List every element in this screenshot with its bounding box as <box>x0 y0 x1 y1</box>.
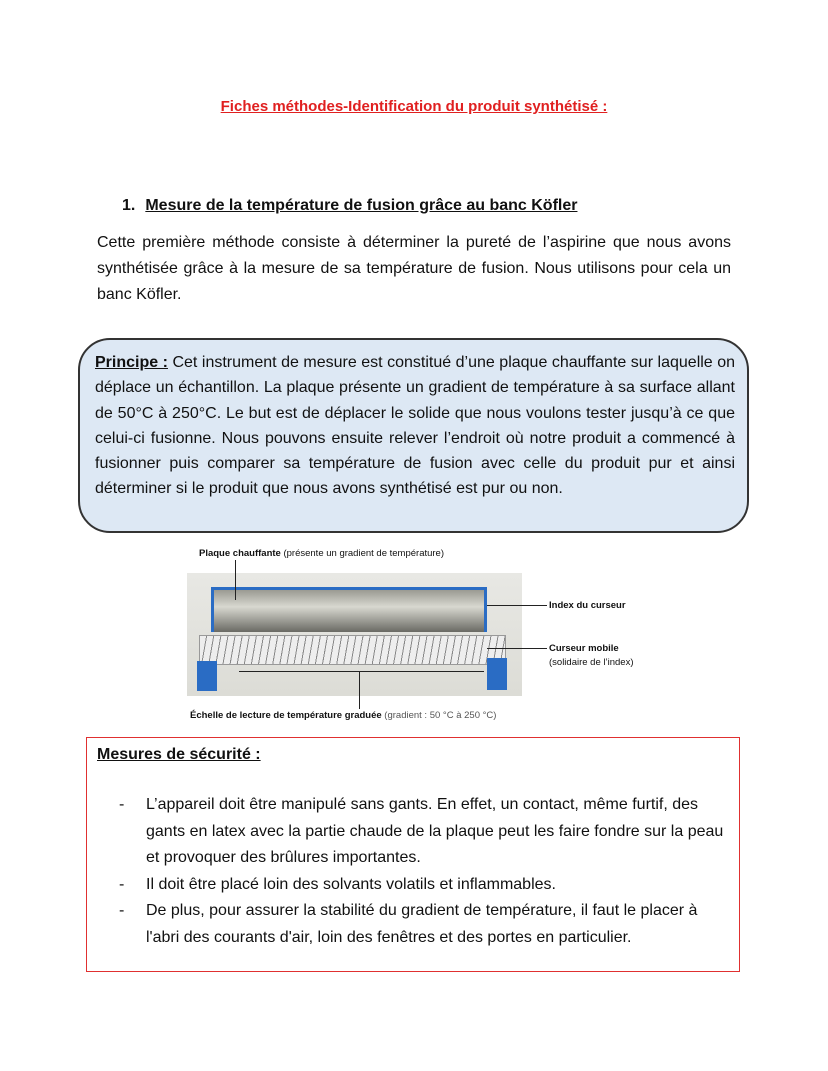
label-plaque: Plaque chauffante (présente un gradient de température) <box>199 548 445 559</box>
kofler-bench-figure <box>187 545 667 725</box>
label-echelle: Échelle de lecture de température graduée (gradient : 50 °C à 250 °C) <box>190 710 497 721</box>
principe-text: Cet instrument de mesure est constitué d’une plaque chauffante sur laquelle on déplace un échantillon. La plaque présente un gradient de température à sa surface allant de 50°C à 250°C. Le but est de déplacer le solide que nous voulons tester jusqu’à ce que celui-ci fusionne. Nous pouvons ensuite relever l’endroit où notre produit a commencé à fusionner puis comparer sa température de fusion avec celle du produit pur et ainsi déterminer si le produit que nous avons synthétisé est pur ou non. <box>95 354 735 498</box>
label-index: Index du curseur <box>549 600 626 611</box>
list-item: - L’appareil doit être manipulé sans gants. En effet, un contact, même furtif, des gants en latex avec la partie chaude de la plaque peut les faire fondre sur la peau et provoquer des brûlures importantes. <box>119 796 724 866</box>
safety-title: Mesures de sécurité : <box>97 746 261 763</box>
list-item: - De plus, pour assurer la stabilité du gradient de température, il faut le placer à l'abri des courants d'air, loin des fenêtres et des portes en particulier. <box>119 902 698 946</box>
page-title: Fiches méthodes-Identification du produit synthétisé : <box>220 98 608 115</box>
section-heading <box>122 197 577 215</box>
principe-box <box>78 338 749 533</box>
section-number: 1. <box>122 197 136 214</box>
safety-list <box>119 792 731 951</box>
intro-paragraph: Cette première méthode consiste à déterminer la pureté de l’aspirine que nous avons synthétisée grâce à la mesure de sa température de fusion. Nous utilisons pour cela un banc Köfler. <box>97 234 731 303</box>
list-item: - Il doit être placé loin des solvants volatils et inflammables. <box>119 875 556 893</box>
label-curseur-sub: (solidaire de l’index) <box>549 657 634 668</box>
safety-box <box>86 737 740 972</box>
kofler-bench-photo <box>187 573 522 696</box>
label-curseur: Curseur mobile <box>549 643 619 654</box>
section-title: Mesure de la température de fusion grâce au banc Köfler <box>145 197 578 214</box>
principe-label: Principe : <box>95 354 168 371</box>
